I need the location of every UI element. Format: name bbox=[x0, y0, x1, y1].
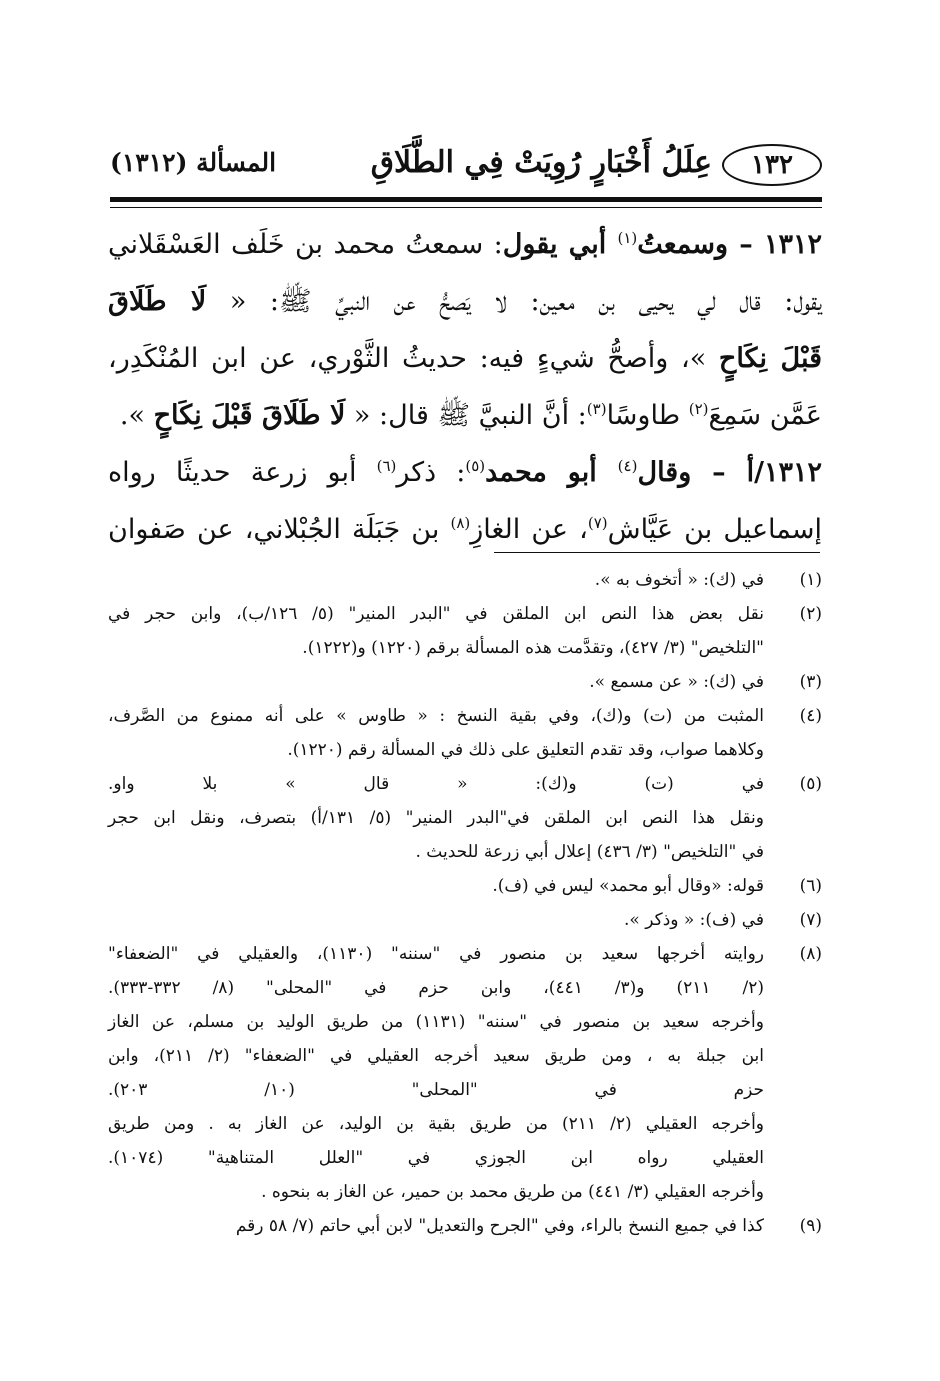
footnote-marker[interactable]: (٤) bbox=[617, 457, 638, 475]
footnote bbox=[108, 937, 822, 1209]
footnote-line: كذا في جميع النسخ بالراء، وفي "الجرح والتعديل" لابن أبي حاتم (٧/ ٥٨ رقم bbox=[235, 1216, 764, 1236]
footnote-line: حزم في "المحلى" (١٠/ ٢٠٣). bbox=[108, 1080, 764, 1100]
text-line bbox=[108, 330, 822, 387]
page-number: ١٣٢ bbox=[722, 144, 822, 186]
footnote-number: (٨) bbox=[799, 944, 822, 964]
footnote-number: (٥) bbox=[799, 774, 822, 794]
text-line bbox=[108, 501, 822, 558]
text-span: ١٣١٢ – وسمعتُ bbox=[637, 229, 822, 260]
text-line bbox=[108, 387, 822, 444]
footnote-line: في (ت) و(ك): « قال » بلا واو. bbox=[108, 774, 764, 794]
footnote-number: (٩) bbox=[799, 1216, 822, 1236]
text-span: قَبْلَ نِكَاحٍ bbox=[718, 343, 822, 374]
footnote-line: "التلخيص" (٣/ ٤٢٧)، وتقدَّمت هذه المسألة برقم (١٢٢٠) و(١٢٢٢). bbox=[302, 638, 764, 658]
text-span: لَا طَلَاقَ قَبْلَ نِكَاحٍ bbox=[153, 400, 346, 431]
text-line bbox=[108, 444, 822, 501]
footnote bbox=[108, 665, 822, 699]
text-span: ، عن الغازِ bbox=[470, 514, 588, 545]
footnote-marker[interactable]: (٨) bbox=[450, 514, 471, 532]
footnote-number: (٧) bbox=[799, 910, 822, 930]
text-span: إسماعيل بن عَيَّاش bbox=[607, 514, 823, 545]
footnote-marker[interactable]: (٧) bbox=[587, 514, 608, 532]
footnote-line: روايته أخرجها سعيد بن منصور في "سننه" (١١٣٠)، والعقيلي في "الضعفاء" bbox=[108, 944, 764, 964]
text-span: : ذكر bbox=[396, 457, 466, 488]
text-span: ». bbox=[119, 400, 154, 431]
footnote-line: العقيلي رواه ابن الجوزي في "العلل المتناهية" (١٠٧٤). bbox=[108, 1148, 764, 1168]
footnote-marker[interactable]: (٥) bbox=[465, 457, 486, 475]
text-span: عَمَّن سَمِعَ bbox=[708, 400, 822, 431]
footnote-line: ونقل هذا النص ابن الملقن في"البدر المنير" (٥/ ١٣١/أ) بتصرف، ونقل ابن حجر bbox=[108, 808, 764, 828]
footnote-marker[interactable]: (٦) bbox=[376, 457, 397, 475]
text-span: »، وأصحُّ شيءٍ فيه: حديثُ الثَّوْري، عن ابن المُنْكَدِر، bbox=[108, 343, 719, 374]
footnote-line: قوله: «وقال أبو محمد» ليس في (ف). bbox=[492, 876, 764, 896]
footnote-line: وكلاهما صواب، وقد تقدم التعليق على ذلك في المسألة رقم (١٢٢٠). bbox=[287, 740, 764, 760]
footnote-marker[interactable]: (٣) bbox=[586, 400, 607, 418]
footnote-marker[interactable]: (١) bbox=[617, 229, 638, 247]
running-header bbox=[110, 140, 822, 192]
text-line bbox=[108, 216, 822, 273]
footnote-number: (٤) bbox=[799, 706, 822, 726]
footnote-line: ابن جبلة به ، ومن طريق سعيد أخرجه العقيلي في "الضعفاء" (٢/ ٢١١)، وابن bbox=[108, 1046, 764, 1066]
footnote-line: وأخرجه سعيد بن منصور في "سننه" (١١٣١) من طريق الوليد بن مسلم، عن الغاز bbox=[108, 1012, 764, 1032]
book-title: عِلَلُ أَخْبَارٍ رُوِيَتْ فِي الطَّلَاقِ bbox=[370, 145, 712, 180]
footnote-line: في (ك): « أتخوف به ». bbox=[594, 570, 764, 590]
footnote-line: المثبت من (ت) و(ك)، وفي بقية النسخ : « طاوس » على أنه ممنوع من الصَّرف، bbox=[108, 706, 764, 726]
footnote-number: (١) bbox=[799, 570, 822, 590]
footnote-line: في "التلخيص" (٣/ ٤٣٦) إعلال أبي زرعة للحديث . bbox=[415, 842, 764, 862]
text-span: ١٣١٢/أ – وقال bbox=[637, 457, 822, 488]
footnote-marker[interactable]: (٢) bbox=[688, 400, 709, 418]
text-span: أبو محمد bbox=[485, 457, 618, 488]
footnotes bbox=[108, 563, 822, 1243]
text-span: يقول: قال لي يحيى بن معين: لا يَصحُّ عن النبيِّ ﷺ: « bbox=[206, 286, 822, 317]
main-text bbox=[108, 216, 822, 558]
text-span: : أنَّ النبيَّ ﷺ قال: « bbox=[345, 400, 587, 431]
header-rule-thin bbox=[110, 207, 822, 208]
footnote bbox=[108, 767, 822, 869]
text-span: لَا طَلَاقَ bbox=[108, 286, 207, 317]
footnote-line: (٢/ ٢١١) و(٣/ ٤٤١)، وابن حزم في "المحلى" (٨/ ٣٣٢-٣٣٣). bbox=[108, 978, 764, 998]
header-rule-thick bbox=[110, 197, 822, 202]
footnote-separator bbox=[494, 552, 820, 553]
text-span: : سمعتُ محمد بن خَلَف العَسْقَلاني bbox=[108, 229, 503, 260]
footnote bbox=[108, 699, 822, 767]
footnote-line: وأخرجه العقيلي (٣/ ٤٤١) من طريق محمد بن حمير، عن الغاز به بنحوه . bbox=[261, 1182, 764, 1202]
text-line bbox=[108, 273, 822, 330]
issue-label: المسألة (١٣١٢) bbox=[110, 148, 277, 177]
text-span: أبو زرعة حديثًا رواه bbox=[108, 457, 377, 488]
footnote bbox=[108, 1209, 822, 1243]
footnote-line: في (ف): « وذكر ». bbox=[624, 910, 764, 930]
footnote-number: (٣) bbox=[799, 672, 822, 692]
footnote bbox=[108, 869, 822, 903]
footnote bbox=[108, 563, 822, 597]
footnote-line: في (ك): « عن مسمع ». bbox=[589, 672, 764, 692]
footnote-line: وأخرجه العقيلي (٢/ ٢١١) من طريق بقية بن الوليد، عن الغاز به . ومن طريق bbox=[108, 1114, 765, 1134]
text-span: طاوسًا bbox=[606, 400, 689, 431]
text-span: أبي يقول bbox=[502, 229, 618, 260]
footnote-number: (٦) bbox=[799, 876, 822, 896]
footnote-line: نقل بعض هذا النص ابن الملقن في "البدر المنير" (٥/ ١٢٦/ب)، وابن حجر في bbox=[108, 604, 765, 624]
footnote bbox=[108, 597, 822, 665]
text-span: بن جَبَلَة الجُبْلاني، عن صَفوان bbox=[108, 514, 451, 545]
footnote-number: (٢) bbox=[799, 604, 822, 624]
footnote bbox=[108, 903, 822, 937]
